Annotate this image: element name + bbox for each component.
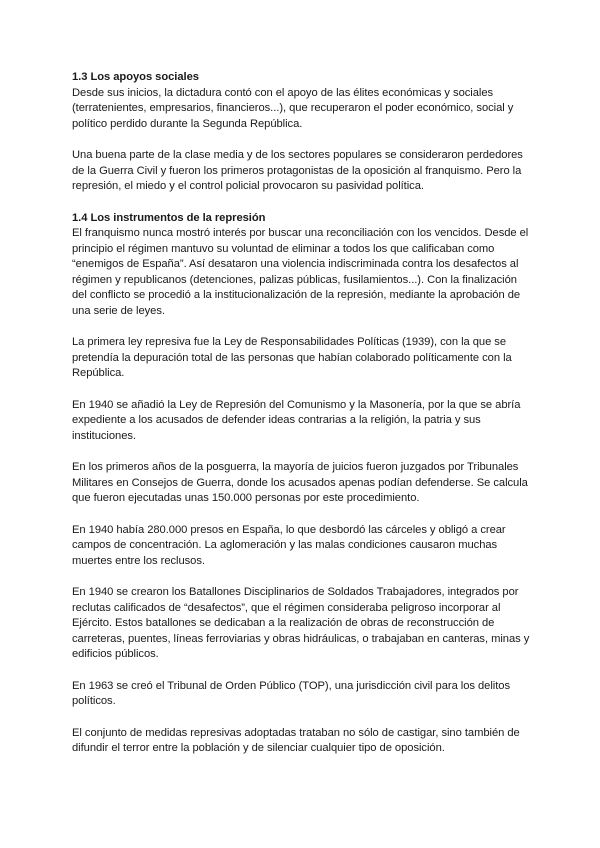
paragraph: El conjunto de medidas represivas adoptadas trataban no sólo de castigar, sino también de difundir el terror entre la población y de silenciar cualquier tipo de oposición. (72, 726, 520, 754)
document-page (72, 70, 534, 773)
section-heading: 1.4 Los instrumentos de la represión (72, 211, 266, 224)
section-instrumentos-represion (72, 211, 534, 757)
paragraph: En 1940 se añadió la Ley de Represión del Comunismo y la Masonería, por la que se abría expediente a los acusados de defender ideas contrarias a la religión, la patria y sus instituciones. (72, 398, 521, 442)
paragraph: En los primeros años de la posguerra, la mayoría de juicios fueron juzgados por Tribunales Militares en Consejos de Guerra, donde los acusados apenas podían defenderse. Se calcula que fueron ejecutadas unas 150.000 personas por este procedimiento. (72, 461, 528, 504)
paragraph: Desde sus inicios, la dictadura contó con el apoyo de las élites económicas y sociales (terratenientes, empresarios, financieros...), que recuperaron el poder económico, social y político perdido durante la Segunda República. (72, 86, 514, 130)
section-apoyos-sociales (72, 70, 534, 195)
paragraph: La primera ley represiva fue la Ley de Responsabilidades Políticas (1939), con la que se pretendía la depuración total de las personas que habían colaborado políticamente con la República. (72, 336, 512, 379)
section-heading: 1.3 Los apoyos sociales (72, 71, 199, 83)
paragraph: Una buena parte de la clase media y de los sectores populares se consideraron perdedores de la Guerra Civil y fueron los primeros protagonistas de la oposición al franquismo. Pero la represión, el miedo y el control policial provocaron su pasividad política. (72, 149, 523, 192)
paragraph: En 1940 se crearon los Batallones Disciplinarios de Soldados Trabajadores, integrados por reclutas calificados de “desafectos”, que el régimen consideraba peligroso incorporar al Ejército. Estos batallones se dedicaban a la realización de obras de reconstrucción de carreteras, puentes, líneas ferroviarias y obras hidráulicas, o trabajaban en canteras, minas y edificios públicos. (72, 586, 530, 660)
paragraph: En 1963 se creó el Tribunal de Orden Público (TOP), una jurisdicción civil para los delitos políticos. (72, 679, 510, 707)
paragraph: En 1940 había 280.000 presos en España, lo que desbordó las cárceles y obligó a crear campos de concentración. La aglomeración y las malas condiciones causaron muchas muertes entre los reclusos. (72, 523, 506, 567)
paragraph: El franquismo nunca mostró interés por buscar una reconciliación con los vencidos. Desde el principio el régimen mantuvo su voluntad de eliminar a todos los que calificaban como “enemigos de España”. Así desataron una violencia indiscriminada contra los desafectos al régimen y republicanos (detenciones, palizas públicas, fusilamientos...). Con la finalización del conflicto se procedió a la institucionalización de la represión, mediante la aprobación de una serie de leyes. (72, 227, 529, 317)
